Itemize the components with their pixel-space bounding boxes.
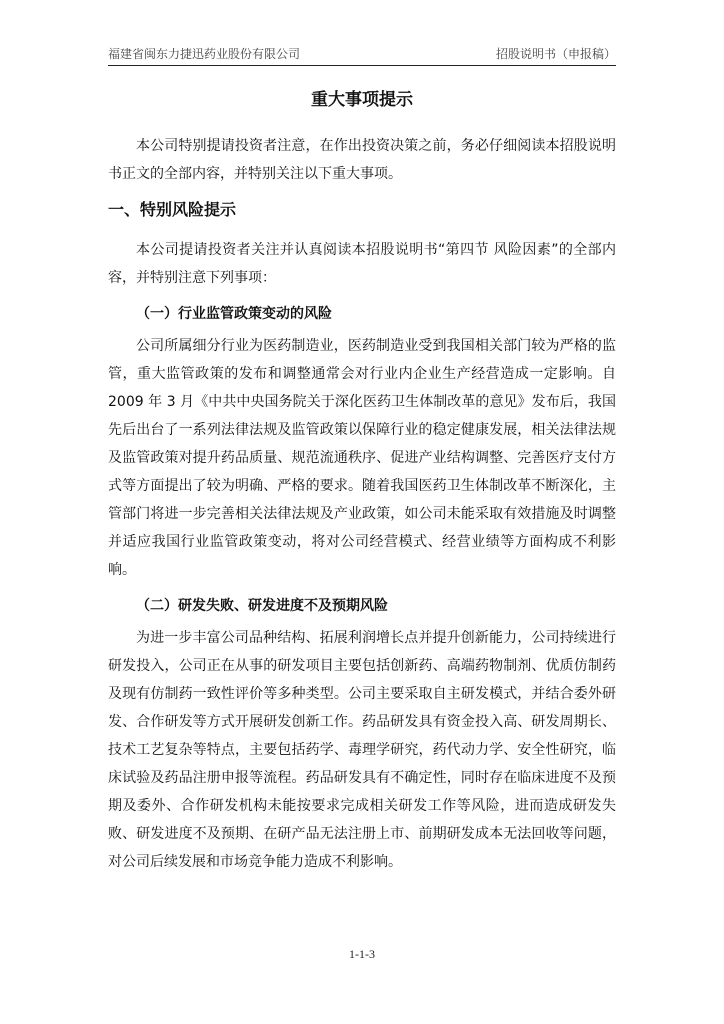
subsection-title-regulatory-risk: （一）行业监管政策变动的风险	[136, 306, 332, 322]
section-intro-paragraph: 本公司提请投资者关注并认真阅读本招股说明书“第四节 风险因素”的全部内容，并特别注意下列事项：	[108, 242, 616, 286]
subsection-title-rnd-risk: （二）研发失败、研发进度不及预期风险	[136, 598, 388, 614]
page-title: 重大事项提示	[311, 90, 413, 110]
rnd-risk-paragraph: 为进一步丰富公司品种结构、拓展利润增长点并提升创新能力，公司持续进行研发投入，公司正在从事的研发项目主要包括创新药、高端药物制剂、优质仿制药及现有仿制药一致性评价等多种类型。公司主要采取自主研发模式，并结合委外研发、合作研发等方式开展研发创新工作。药品研发具有资金投入高、研发周期长、技术工艺复杂等特点，主要包括药学、毒理学研究，药代动力学、安全性研究，临床试验及药品注册申报等流程。药品研发具有不确定性，同时存在临床进度不及预期及委外、合作研发机构未能按要求完成相关研发工作等风险，进而造成研发失败、研发进度不及预期、在研产品无法注册上市、前期研发成本无法回收等问题，对公司后续发展和市场竞争能力造成不利影响。	[108, 630, 616, 870]
header-company-name: 福建省闽东力捷迅药业股份有限公司	[108, 47, 301, 61]
intro-paragraph: 本公司特别提请投资者注意，在作出投资决策之前，务必仔细阅读本招股说明书正文的全部内容，并特别关注以下重大事项。	[108, 138, 616, 182]
regulatory-risk-paragraph: 公司所属细分行业为医药制造业，医药制造业受到我国相关部门较为严格的监管，重大监管政策的发布和调整通常会对行业内企业生产经营造成一定影响。自 2009 年 3 月《中共中央国务院关于深化医药卫生体制改革的意见》发布后，我国先后出台了一系列法律法规及监管政策以保障行业的稳定健康发展，相关法律法规及监管政策对提升药品质量、规范流通秩序、促进产业结构调整、完善医疗支付方式等方面提出了较为明确、严格的要求。随着我国医药卫生体制改革不断深化，主管部门将进一步完善相关法律法规及产业政策，如公司未能采取有效措施及时调整并适应我国行业监管政策变动，将对公司经营模式、经营业绩等方面构成不利影响。	[108, 338, 616, 578]
page-number: 1-1-3	[349, 947, 375, 961]
page-content	[108, 88, 616, 876]
section-title-special-risks: 一、特别风险提示	[108, 200, 237, 219]
header-document-type: 招股说明书（申报稿）	[495, 47, 616, 61]
page-header	[108, 44, 616, 66]
